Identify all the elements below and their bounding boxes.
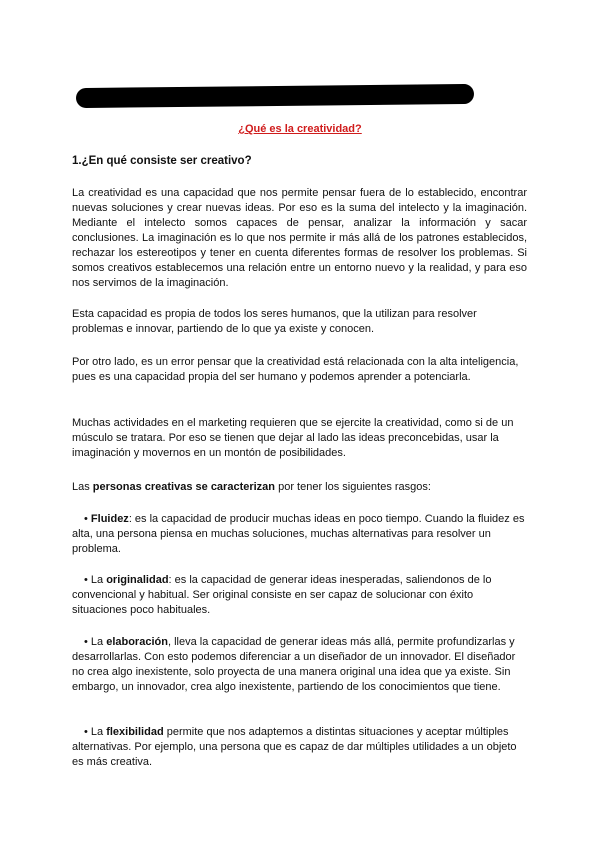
bullet-text: : es la capacidad de generar ideas inesperadas, saliendonos de lo convencional y habitual. Ser original consiste en ser capaz de solucionar con éxito situaciones poco habituales. <box>72 574 492 616</box>
paragraph-marketing: Muchas actividades en el marketing requieren que se ejercite la creatividad, como si de un músculo se tratara. Por eso se tienen que dejar al lado las ideas preconcebidas, usar la imaginación y movernos en un montón de posibilidades. <box>72 417 514 459</box>
bullet-prefix: • <box>84 513 91 525</box>
traits-intro-after: por tener los siguientes rasgos: <box>275 481 431 493</box>
bullet-text: , lleva la capacidad de generar ideas más allá, permite profundizarlas y desarrollarlas. Con esto podemos diferenciar a un diseñador de un innovador. El diseñador no crea algo inexistente, solo proyecta de una manera original una idea que ya existe. Sin embargo, un innovador, crea algo inexistente, partiendo de los conocimientos que tiene. <box>72 636 516 693</box>
bullet-fluidez <box>72 512 527 557</box>
bullet-term: Fluidez <box>90 513 129 525</box>
bullet-originalidad <box>72 573 527 618</box>
bullet-term: flexibilidad <box>106 726 164 738</box>
section-heading: 1.¿En qué consiste ser creativo? <box>72 155 252 167</box>
paragraph-human-capacity: Esta capacidad es propia de todos los seres humanos, que la utilizan para resolver problemas e innovar, partiendo de lo que ya existe y conocen. <box>72 308 477 335</box>
paragraph-intelligence: Por otro lado, es un error pensar que la creatividad está relacionada con la alta inteligencia, pues es una capacidad propia del ser humano y podemos aprender a potenciarla. <box>72 356 519 383</box>
bullet-text: : es la capacidad de producir muchas ideas en poco tiempo. Cuando la fluidez es alta, una persona piensa en muchas soluciones, muchas alternativas para resolver un problema. <box>72 513 525 555</box>
bullet-text: permite que nos adaptemos a distintas situaciones y aceptar múltiples alternativas. Por ejemplo, una persona que es capaz de dar múltiples utilidades a un objeto es más creativa. <box>72 726 517 768</box>
paragraph-definition: La creatividad es una capacidad que nos permite pensar fuera de lo establecido, encontrar nuevas soluciones y crear nuevas ideas. Por eso es la suma del intelecto y la imaginación. Mediante el intelecto somos capaces de pensar, analizar la información y sacar conclusiones. La imaginación es lo que nos permite ir más allá de los patrones establecidos, rechazar los estereotipos y tener en cuenta diferentes formas de resolver los problemas. Si somos creativos establecemos una relación entre un entorno nuevo y la realidad, y para eso nos servimos de la imaginación. <box>72 187 527 289</box>
bullet-prefix: • La <box>84 574 107 586</box>
traits-intro-before: Las <box>72 481 93 493</box>
bullet-term: elaboración <box>106 636 168 648</box>
bullet-elaboracion <box>72 635 527 695</box>
bullet-flexibilidad <box>72 725 527 770</box>
bullet-prefix: • La <box>84 636 107 648</box>
traits-intro-bold: personas creativas se caracterizan <box>92 481 276 493</box>
redaction-bar <box>76 84 474 108</box>
bullet-term: originalidad <box>106 574 169 586</box>
traits-intro <box>72 480 527 495</box>
document-title: ¿Qué es la creatividad? <box>238 123 362 135</box>
bullet-prefix: • La <box>84 726 107 738</box>
